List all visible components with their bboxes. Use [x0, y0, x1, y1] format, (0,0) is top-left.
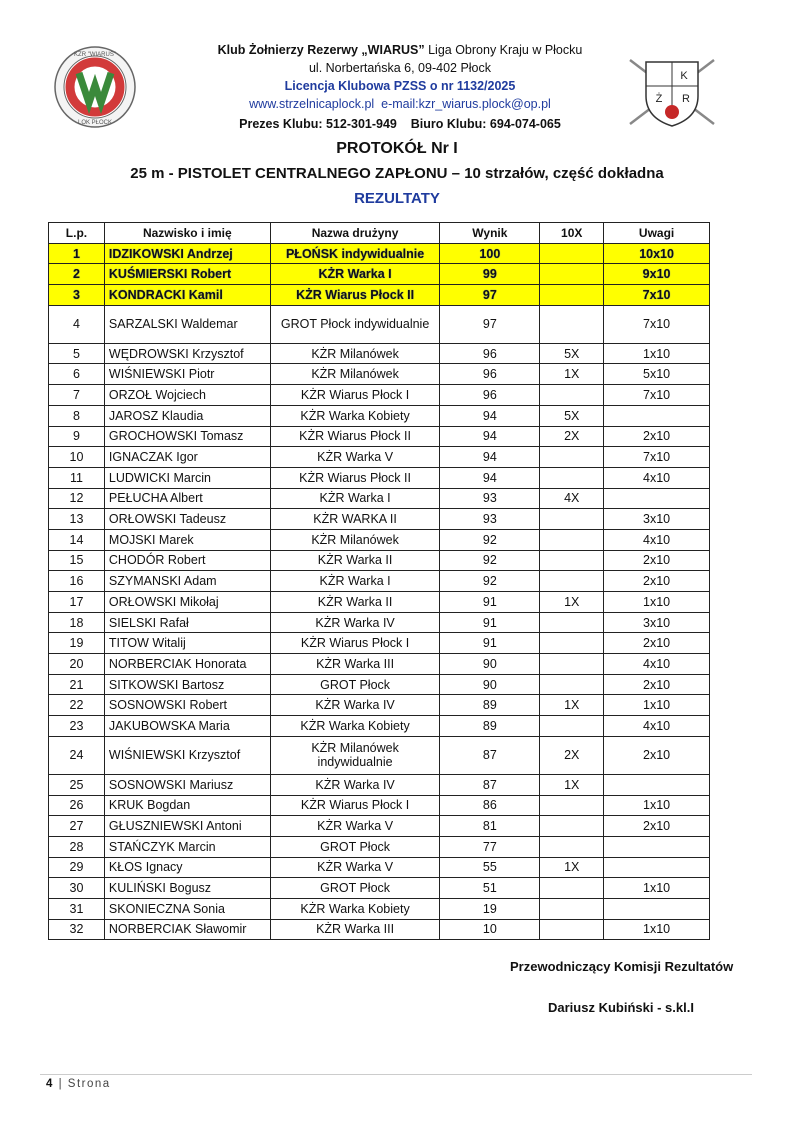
table-row: [49, 612, 710, 633]
cell-team: KŻR Warka Kobiety: [270, 716, 440, 737]
cell-10x: 2X: [540, 426, 604, 447]
cell-team: GROT Płock: [270, 878, 440, 899]
cell-name: NORBERCIAK Honorata: [104, 654, 270, 675]
cell-lp: 13: [49, 509, 105, 530]
cell-name: ORŁOWSKI Tadeusz: [104, 509, 270, 530]
page-number: 4: [46, 1078, 54, 1090]
cell-10x: [540, 898, 604, 919]
cell-10x: [540, 447, 604, 468]
cell-team: KŻR Warka II: [270, 550, 440, 571]
cell-team: KŻR Milanówek: [270, 529, 440, 550]
cell-notes: 3x10: [604, 612, 710, 633]
cell-name: KONDRACKI Kamil: [104, 285, 270, 306]
club-address: ul. Norbertańska 6, 09-402 Płock: [308, 61, 492, 75]
cell-lp: 23: [49, 716, 105, 737]
cell-notes: 4x10: [604, 529, 710, 550]
cell-lp: 9: [49, 426, 105, 447]
cell-score: 96: [440, 343, 540, 364]
cell-team: KŻR Warka IV: [270, 774, 440, 795]
table-row: [49, 571, 710, 592]
cell-score: 100: [440, 243, 540, 264]
club-logo-wiarus: [53, 45, 137, 129]
cell-notes: 2x10: [604, 571, 710, 592]
cell-score: 89: [440, 695, 540, 716]
cell-team: GROT Płock: [270, 674, 440, 695]
cell-notes: 4x10: [604, 654, 710, 675]
cell-lp: 30: [49, 878, 105, 899]
table-row: [49, 285, 710, 306]
header-name: Nazwisko i imię: [104, 223, 270, 244]
cell-10x: [540, 243, 604, 264]
cell-score: 92: [440, 529, 540, 550]
cell-notes: 3x10: [604, 509, 710, 530]
cell-10x: 1X: [540, 857, 604, 878]
cell-score: 93: [440, 488, 540, 509]
cell-lp: 15: [49, 550, 105, 571]
cell-team: KŻR Warka III: [270, 919, 440, 940]
cell-notes: 1x10: [604, 919, 710, 940]
cell-notes: 7x10: [604, 285, 710, 306]
club-phones: [140, 117, 660, 131]
cell-name: SOSNOWSKI Robert: [104, 695, 270, 716]
cell-score: 51: [440, 878, 540, 899]
cell-10x: [540, 836, 604, 857]
cell-name: WĘDROWSKI Krzysztof: [104, 343, 270, 364]
cell-name: NORBERCIAK Sławomir: [104, 919, 270, 940]
table-row: [49, 405, 710, 426]
cell-lp: 4: [49, 305, 105, 343]
cell-notes: 2x10: [604, 816, 710, 837]
table-row: [49, 878, 710, 899]
cell-name: SZYMANSKI Adam: [104, 571, 270, 592]
table-row: [49, 467, 710, 488]
cell-name: IDZIKOWSKI Andrzej: [104, 243, 270, 264]
cell-name: WIŚNIEWSKI Krzysztof: [104, 736, 270, 774]
cell-lp: 19: [49, 633, 105, 654]
cell-notes: 1x10: [604, 592, 710, 613]
cell-10x: [540, 550, 604, 571]
cell-10x: [540, 674, 604, 695]
table-row: [49, 836, 710, 857]
cell-team: KŻR Warka V: [270, 857, 440, 878]
cell-name: MOJSKI Marek: [104, 529, 270, 550]
cell-10x: [540, 385, 604, 406]
cell-lp: 11: [49, 467, 105, 488]
cell-team: KŻR Warka I: [270, 488, 440, 509]
cell-name: TITOW Witalij: [104, 633, 270, 654]
cell-team: KŻR Warka V: [270, 447, 440, 468]
cell-score: 91: [440, 612, 540, 633]
competition-subtitle: 25 m - PISTOLET CENTRALNEGO ZAPŁONU – 10 strzałów, część dokładna: [130, 165, 664, 182]
cell-team: KŻR Wiarus Płock II: [270, 426, 440, 447]
cell-10x: [540, 264, 604, 285]
club-email-link[interactable]: e-mail:kzr_wiarus.plock@op.pl: [381, 97, 551, 111]
cell-team: KŻR WARKA II: [270, 509, 440, 530]
cell-name: WIŚNIEWSKI Piotr: [104, 364, 270, 385]
cell-10x: [540, 716, 604, 737]
cell-team: KŻR Warka I: [270, 264, 440, 285]
cell-lp: 7: [49, 385, 105, 406]
club-website-link[interactable]: www.strzelnicaplock.pl: [249, 97, 375, 111]
table-row: [49, 426, 710, 447]
cell-10x: [540, 795, 604, 816]
cell-score: 77: [440, 836, 540, 857]
cell-notes: 1x10: [604, 795, 710, 816]
cell-team: KŻR Wiarus Płock II: [270, 467, 440, 488]
cell-notes: 2x10: [604, 550, 710, 571]
table-row: [49, 550, 710, 571]
cell-notes: [604, 774, 710, 795]
cell-lp: 22: [49, 695, 105, 716]
cell-lp: 27: [49, 816, 105, 837]
cell-name: KRUK Bogdan: [104, 795, 270, 816]
cell-lp: 25: [49, 774, 105, 795]
header-notes: Uwagi: [604, 223, 710, 244]
cell-team: KŻR Milanówek: [270, 364, 440, 385]
cell-name: ORŁOWSKI Mikołaj: [104, 592, 270, 613]
table-row: [49, 795, 710, 816]
cell-name: CHODÓR Robert: [104, 550, 270, 571]
cell-notes: 7x10: [604, 385, 710, 406]
cell-score: 94: [440, 426, 540, 447]
cell-10x: [540, 919, 604, 940]
cell-score: 81: [440, 816, 540, 837]
cell-lp: 32: [49, 919, 105, 940]
cell-notes: 7x10: [604, 447, 710, 468]
cell-team: KŻR Warka IV: [270, 695, 440, 716]
cell-name: ORZOŁ Wojciech: [104, 385, 270, 406]
table-row: [49, 716, 710, 737]
cell-score: 90: [440, 654, 540, 675]
cell-lp: 24: [49, 736, 105, 774]
cell-10x: [540, 285, 604, 306]
cell-team: KŻR Warka III: [270, 654, 440, 675]
cell-lp: 20: [49, 654, 105, 675]
cell-notes: 10x10: [604, 243, 710, 264]
cell-lp: 8: [49, 405, 105, 426]
table-row: [49, 674, 710, 695]
cell-10x: 5X: [540, 343, 604, 364]
header-score: Wynik: [440, 223, 540, 244]
table-row: [49, 919, 710, 940]
cell-score: 91: [440, 592, 540, 613]
cell-score: 91: [440, 633, 540, 654]
table-row: [49, 343, 710, 364]
results-table: [48, 222, 710, 940]
cell-score: 19: [440, 898, 540, 919]
logo-ring-text-top: KZR "WIARUS": [74, 52, 116, 58]
cell-name: PEŁUCHA Albert: [104, 488, 270, 509]
cell-10x: 5X: [540, 405, 604, 426]
cell-team: KŻR Warka I: [270, 571, 440, 592]
cell-10x: [540, 633, 604, 654]
cell-10x: [540, 816, 604, 837]
cell-score: 99: [440, 264, 540, 285]
club-name-line: [140, 43, 660, 57]
table-row: [49, 654, 710, 675]
cell-lp: 1: [49, 243, 105, 264]
cell-lp: 16: [49, 571, 105, 592]
table-row: [49, 488, 710, 509]
cell-team: KŻR Milanówek: [270, 343, 440, 364]
cell-name: IGNACZAK Igor: [104, 447, 270, 468]
cell-name: STAŃCZYK Marcin: [104, 836, 270, 857]
cell-name: KULIŃSKI Bogusz: [104, 878, 270, 899]
cell-team: KŻR Warka IV: [270, 612, 440, 633]
cell-10x: 1X: [540, 364, 604, 385]
table-row: [49, 898, 710, 919]
cell-lp: 2: [49, 264, 105, 285]
cell-score: 10: [440, 919, 540, 940]
table-row: [49, 736, 710, 774]
cell-10x: [540, 654, 604, 675]
cell-10x: 1X: [540, 774, 604, 795]
cell-10x: [540, 529, 604, 550]
cell-name: SITKOWSKI Bartosz: [104, 674, 270, 695]
cell-lp: 28: [49, 836, 105, 857]
commission-chair-name: Dariusz Kubiński - s.kl.I: [548, 1000, 694, 1015]
cell-notes: [604, 898, 710, 919]
cell-team: KŻR Wiarus Płock I: [270, 795, 440, 816]
results-label: REZULTATY: [354, 190, 440, 207]
cell-team: KŻR Milanówek indywidualnie: [270, 736, 440, 774]
cell-lp: 12: [49, 488, 105, 509]
cell-notes: [604, 857, 710, 878]
cell-score: 89: [440, 716, 540, 737]
cell-notes: [604, 488, 710, 509]
cell-lp: 14: [49, 529, 105, 550]
emblem-letter-r: R: [682, 93, 690, 105]
cell-notes: 4x10: [604, 467, 710, 488]
cell-team: KŻR Warka Kobiety: [270, 898, 440, 919]
cell-score: 55: [440, 857, 540, 878]
office-phone: Biuro Klubu: 694-074-065: [410, 117, 561, 131]
cell-10x: [540, 571, 604, 592]
cell-lp: 29: [49, 857, 105, 878]
cell-score: 86: [440, 795, 540, 816]
table-row: [49, 857, 710, 878]
cell-team: GROT Płock indywidualnie: [270, 305, 440, 343]
cell-name: SARZALSKI Waldemar: [104, 305, 270, 343]
cell-notes: 4x10: [604, 716, 710, 737]
cell-notes: [604, 836, 710, 857]
cell-score: 93: [440, 509, 540, 530]
cell-10x: [540, 509, 604, 530]
cell-10x: [540, 467, 604, 488]
cell-team: GROT Płock: [270, 836, 440, 857]
cell-name: KŁOS Ignacy: [104, 857, 270, 878]
cell-lp: 26: [49, 795, 105, 816]
emblem-eagle-icon: [665, 105, 679, 119]
cell-name: LUDWICKI Marcin: [104, 467, 270, 488]
cell-notes: 1x10: [604, 695, 710, 716]
cell-score: 97: [440, 305, 540, 343]
cell-name: JAKUBOWSKA Maria: [104, 716, 270, 737]
cell-10x: [540, 612, 604, 633]
table-row: [49, 243, 710, 264]
cell-team: KŻR Wiarus Płock I: [270, 633, 440, 654]
club-contact-line: [140, 97, 660, 111]
cell-score: 94: [440, 467, 540, 488]
page-footer: 4 | Strona: [46, 1078, 111, 1090]
table-row: [49, 633, 710, 654]
cell-team: KŻR Warka Kobiety: [270, 405, 440, 426]
cell-notes: 1x10: [604, 878, 710, 899]
cell-score: 92: [440, 571, 540, 592]
cell-team: PŁOŃSK indywidualnie: [270, 243, 440, 264]
cell-name: JAROSZ Klaudia: [104, 405, 270, 426]
cell-10x: 1X: [540, 695, 604, 716]
table-row: [49, 509, 710, 530]
president-phone: Prezes Klubu: 512-301-949: [239, 117, 397, 131]
cell-lp: 10: [49, 447, 105, 468]
table-row: [49, 816, 710, 837]
logo-ring-text-bottom: LOK PŁOCK: [77, 120, 113, 126]
cell-score: 96: [440, 364, 540, 385]
protocol-title: PROTOKÓŁ Nr I: [336, 140, 458, 157]
table-header-row: [49, 223, 710, 244]
club-license: Licencja Klubowa PZSS o nr 1132/2025: [284, 79, 516, 93]
cell-team: KŻR Warka II: [270, 592, 440, 613]
cell-name: GŁUSZNIEWSKI Antoni: [104, 816, 270, 837]
cell-notes: 9x10: [604, 264, 710, 285]
header-team: Nazwa drużyny: [270, 223, 440, 244]
cell-team: KŻR Wiarus Płock I: [270, 385, 440, 406]
club-name: Klub Żołnierzy Rezerwy „WIARUS”: [217, 43, 425, 57]
header-10x: 10X: [540, 223, 604, 244]
table-row: [49, 774, 710, 795]
cell-name: SOSNOWSKI Mariusz: [104, 774, 270, 795]
cell-team: KŻR Warka V: [270, 816, 440, 837]
cell-10x: [540, 878, 604, 899]
cell-score: 90: [440, 674, 540, 695]
emblem-letter-z: Ż: [655, 93, 663, 105]
cell-10x: 2X: [540, 736, 604, 774]
cell-lp: 18: [49, 612, 105, 633]
page-label: Strona: [67, 1078, 111, 1090]
cell-score: 94: [440, 405, 540, 426]
cell-notes: 2x10: [604, 674, 710, 695]
cell-lp: 5: [49, 343, 105, 364]
commission-chair-role: Przewodniczący Komisji Rezultatów: [510, 959, 734, 974]
cell-score: 97: [440, 285, 540, 306]
table-row: [49, 592, 710, 613]
cell-lp: 17: [49, 592, 105, 613]
cell-name: SIELSKI Rafał: [104, 612, 270, 633]
cell-name: KUŚMIERSKI Robert: [104, 264, 270, 285]
cell-lp: 3: [49, 285, 105, 306]
cell-notes: [604, 405, 710, 426]
table-row: [49, 695, 710, 716]
cell-10x: [540, 305, 604, 343]
cell-name: SKONIECZNA Sonia: [104, 898, 270, 919]
header-lp: L.p.: [49, 223, 105, 244]
cell-10x: 1X: [540, 592, 604, 613]
cell-10x: 4X: [540, 488, 604, 509]
cell-score: 87: [440, 774, 540, 795]
cell-notes: 2x10: [604, 426, 710, 447]
table-row: [49, 447, 710, 468]
table-row: [49, 529, 710, 550]
table-row: [49, 364, 710, 385]
cell-team: KŻR Wiarus Płock II: [270, 285, 440, 306]
emblem-letter-k: K: [680, 70, 688, 82]
club-affiliation: Liga Obrony Kraju w Płocku: [424, 43, 583, 57]
cell-score: 87: [440, 736, 540, 774]
footer-divider: [40, 1074, 752, 1075]
cell-lp: 6: [49, 364, 105, 385]
cell-notes: 5x10: [604, 364, 710, 385]
cell-score: 96: [440, 385, 540, 406]
cell-notes: 1x10: [604, 343, 710, 364]
table-row: [49, 305, 710, 343]
cell-notes: 2x10: [604, 633, 710, 654]
cell-lp: 31: [49, 898, 105, 919]
cell-notes: 7x10: [604, 305, 710, 343]
cell-score: 92: [440, 550, 540, 571]
cell-score: 94: [440, 447, 540, 468]
cell-name: GROCHOWSKI Tomasz: [104, 426, 270, 447]
cell-notes: 2x10: [604, 736, 710, 774]
table-row: [49, 385, 710, 406]
cell-lp: 21: [49, 674, 105, 695]
table-row: [49, 264, 710, 285]
